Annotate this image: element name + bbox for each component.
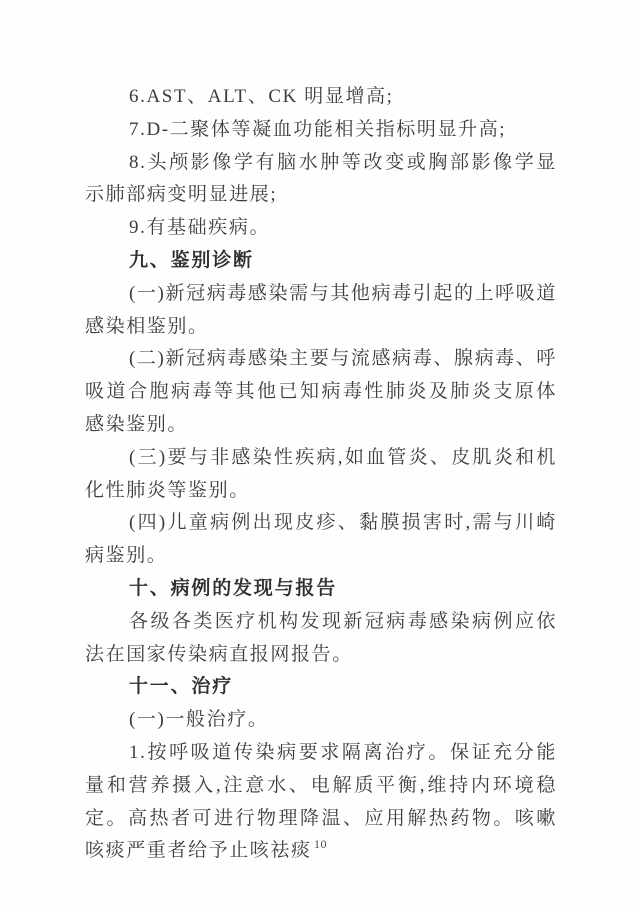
page-number: 10 xyxy=(314,837,327,851)
document-body xyxy=(85,81,557,868)
para-treatment-item-1: 1.按呼吸道传染病要求隔离治疗。保证充分能量和营养摄入,注意水、电解质平衡,维持内环境稳定。高热者可进行物理降温、应用解热药物。咳嗽咳痰严重者给予止咳祛痰 xyxy=(85,741,557,862)
para-general-treatment: (一)一般治疗。 xyxy=(129,709,269,731)
para-differential-4: (四)儿童病例出现皮疹、黏膜损害时,需与川崎病鉴别。 xyxy=(85,512,557,567)
list-item-d-dimer: 7.D-二聚体等凝血功能相关指标明显升高; xyxy=(129,118,507,140)
heading-case-discovery-report: 十、病例的发现与报告 xyxy=(129,577,338,599)
para-differential-2: (二)新冠病毒感染主要与流感病毒、腺病毒、呼吸道合胞病毒等其他已知病毒性肺炎及肺炎支原体感染鉴别。 xyxy=(85,348,557,435)
list-item-ast-alt-ck: 6.AST、ALT、CK 明显增高; xyxy=(129,86,394,107)
para-differential-3: (三)要与非感染性疾病,如血管炎、皮肌炎和机化性肺炎等鉴别。 xyxy=(85,446,557,501)
list-item-imaging: 8.头颅影像学有脑水肿等改变或胸部影像学显示肺部病变明显进展; xyxy=(85,151,557,206)
para-case-reporting: 各级各类医疗机构发现新冠病毒感染病例应依法在国家传染病直报网报告。 xyxy=(85,610,557,665)
heading-differential-diagnosis: 九、鉴别诊断 xyxy=(129,249,254,271)
heading-treatment: 十一、治疗 xyxy=(129,676,234,698)
para-differential-1: (一)新冠病毒感染需与其他病毒引起的上呼吸道感染相鉴别。 xyxy=(85,282,557,337)
list-item-underlying-disease: 9.有基础疾病。 xyxy=(129,217,271,239)
